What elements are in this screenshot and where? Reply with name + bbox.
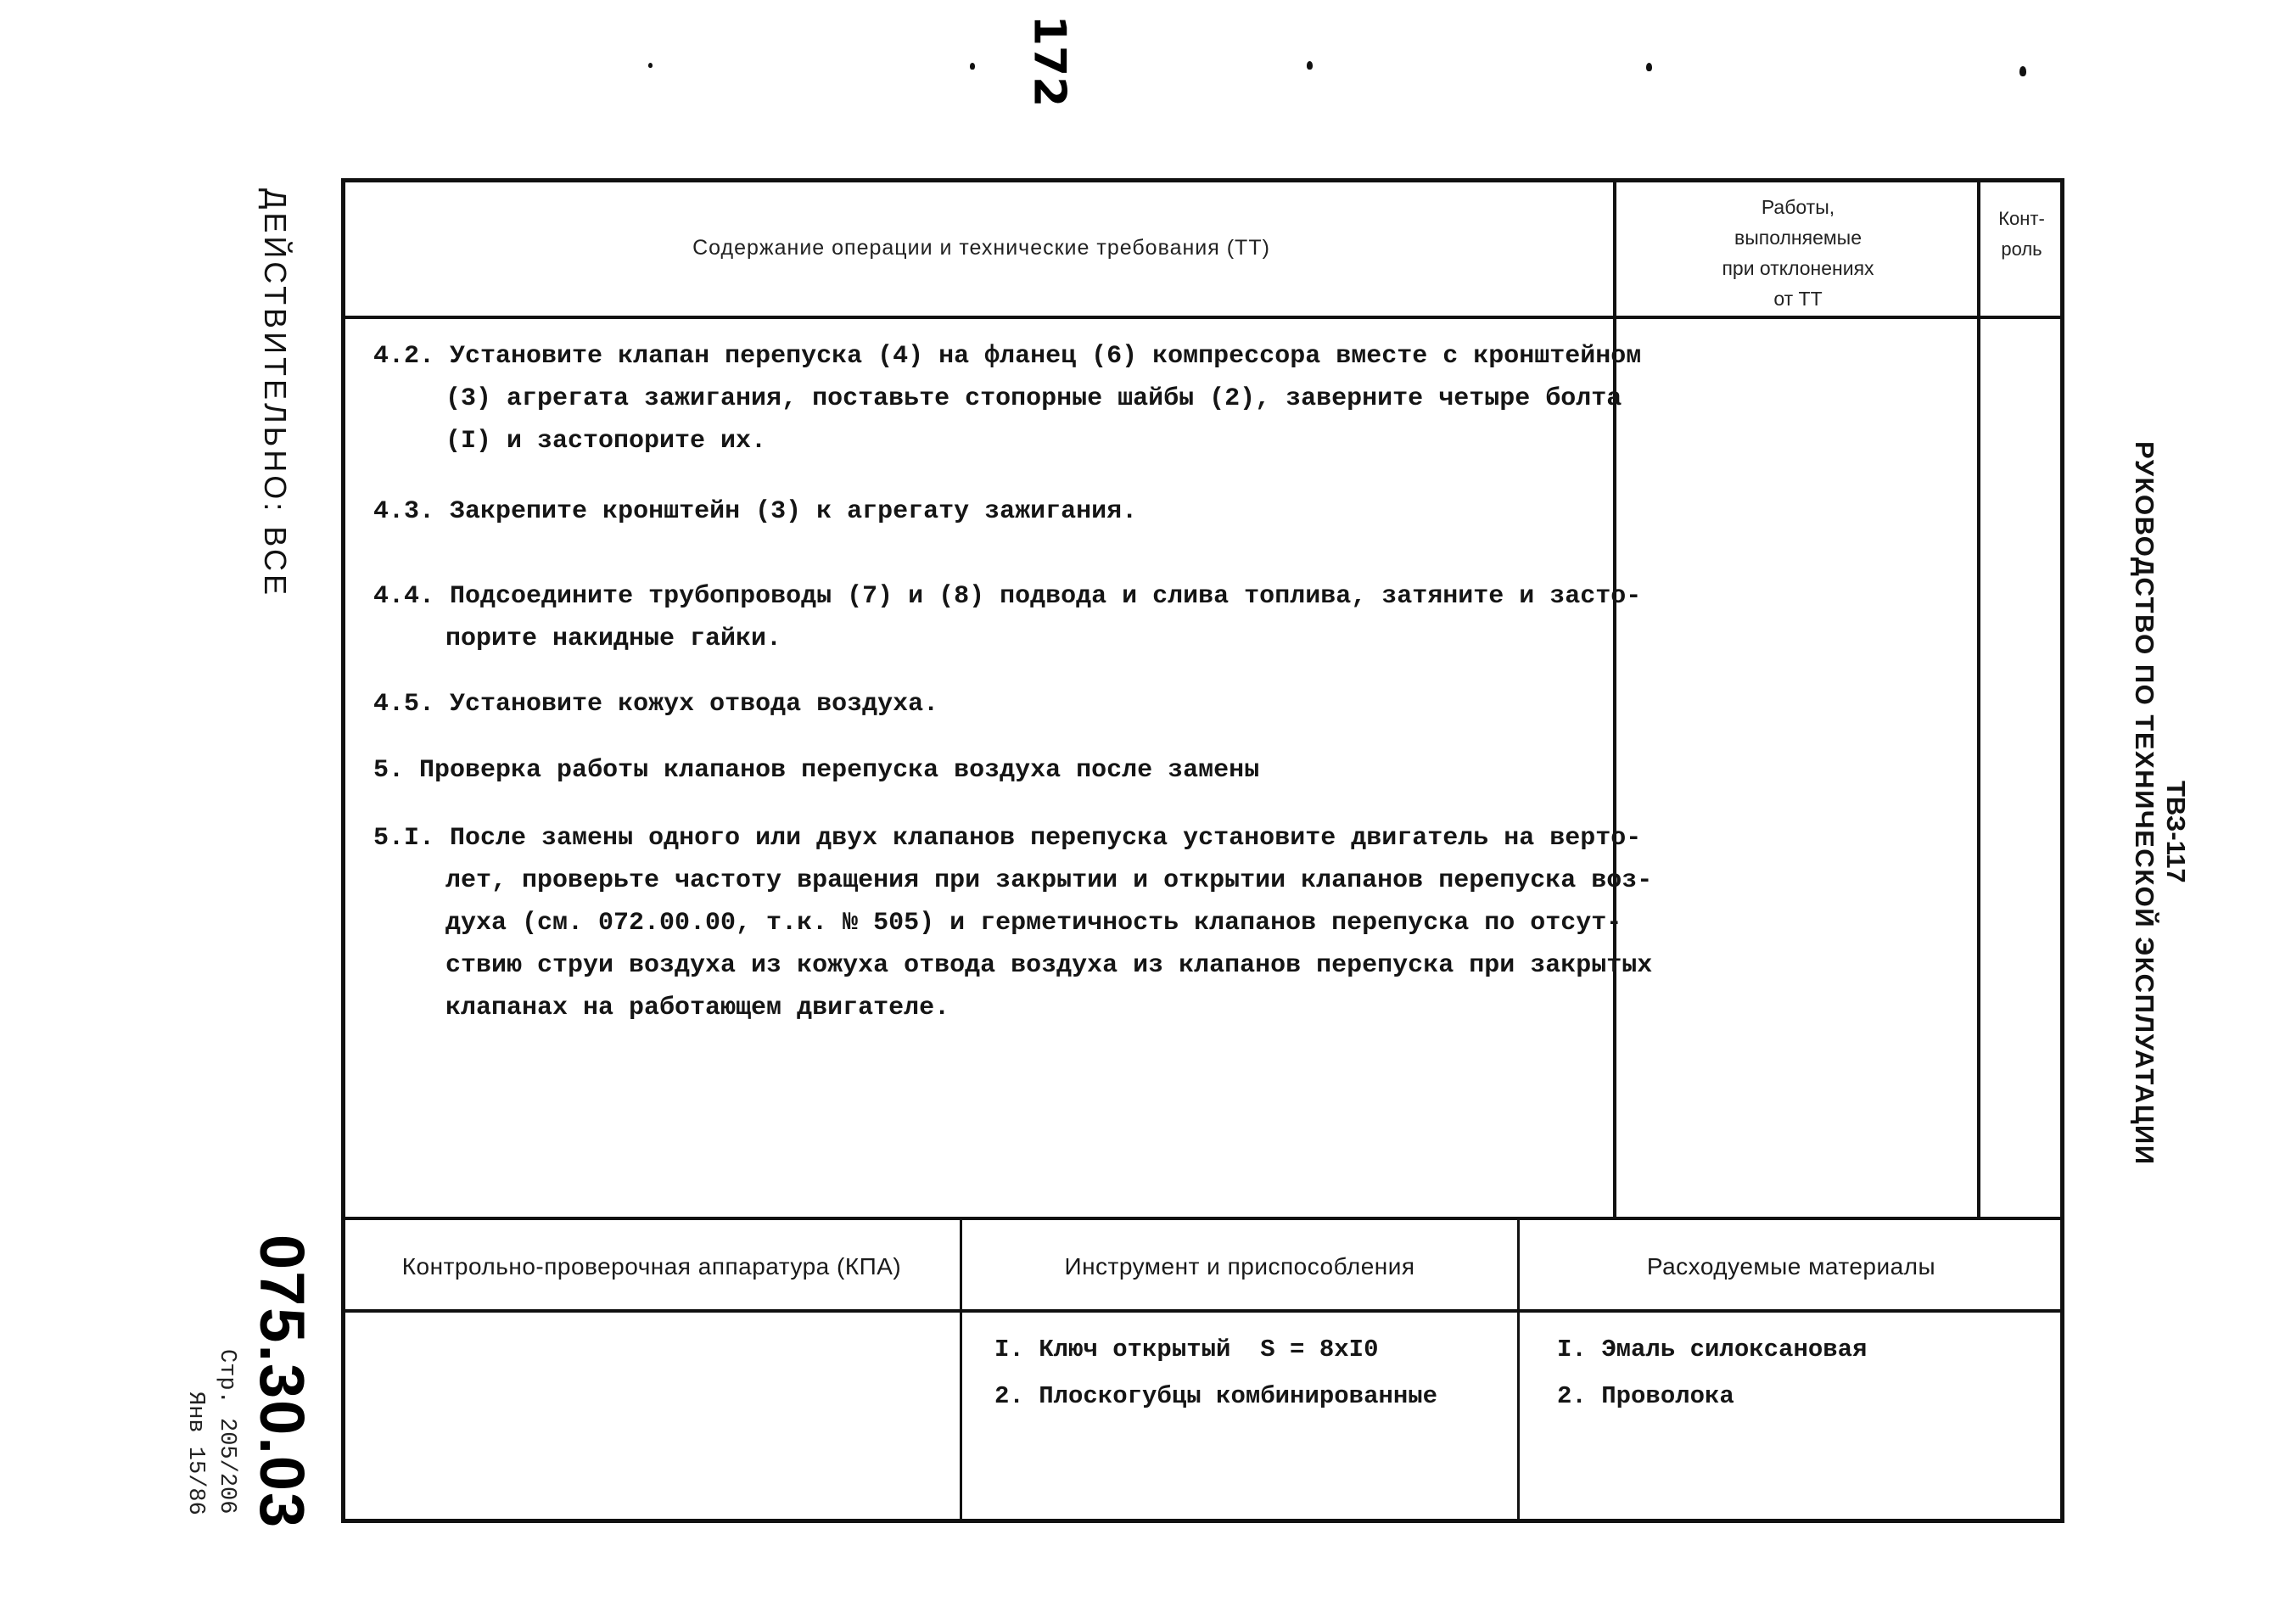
scan-speck (1307, 61, 1313, 70)
step-line: Установите клапан перепуска (4) на фланец (6) компрессора вместе с кронштейном (450, 342, 1642, 371)
footer-divider (341, 1217, 2064, 1220)
header-control (1981, 204, 2062, 288)
scan-speck (2019, 66, 2026, 76)
tool-item: I. Ключ открытый S = 8xI0 (994, 1336, 1379, 1364)
header-works-line: Работы, (1761, 195, 1835, 218)
step-line: (I) и застопорите их. (445, 427, 767, 456)
materials-list (1557, 1326, 1867, 1420)
step-line: порите накидные гайки. (445, 624, 782, 653)
header-materials: Расходуемые материалы (1646, 1252, 1936, 1280)
step-line: Подсоедините трубопроводы (7) и (8) подвода и слива топлива, затяните и засто- (450, 582, 1642, 611)
header-kpa: Контрольно-проверочная аппаратура (КПА) (401, 1252, 902, 1280)
step-line: (3) агрегата зажигания, поставьте стопорные шайбы (2), заверните четыре болта (445, 384, 1622, 413)
header-works-line: при отклонениях (1722, 256, 1874, 279)
step-number: 5. (373, 756, 405, 785)
header-content-requirements: Содержание операции и технические требования (ТТ) (692, 236, 1270, 260)
step-5-1 (373, 817, 1652, 1029)
step-line: Установите кожух отвода воздуха. (450, 690, 939, 719)
tool-item: 2. Плоскогубцы комбинированные (994, 1382, 1438, 1410)
header-works-on-deviation (1617, 187, 1979, 318)
scan-speck (648, 63, 653, 68)
step-number: 5.I. (373, 824, 435, 853)
step-line: ствию струи воздуха из кожуха отвода воздуха из клапанов перепуска при закрытых (445, 951, 1653, 980)
material-item: 2. Проволока (1557, 1382, 1734, 1410)
material-item: I. Эмаль силоксановая (1557, 1336, 1868, 1364)
step-4-3 (373, 490, 1137, 533)
header-control-line: Конт- (1998, 208, 2045, 229)
step-number: 4.3. (373, 497, 435, 526)
control-column-divider (1977, 178, 1980, 1220)
manual-title: РУКОВОДСТВО ПО ТЕХНИЧЕСКОЙ ЭКСПЛУАТАЦИИ (2130, 441, 2159, 1166)
step-line: клапанах на работающем двигателе. (445, 994, 950, 1022)
header-works-line: от ТТ (1773, 287, 1823, 310)
engine-model: ТВЗ-117 (2161, 781, 2191, 883)
tools-list (994, 1326, 1437, 1420)
scan-speck (970, 63, 975, 70)
step-line: Закрепите кронштейн (3) к агрегату зажигания. (450, 497, 1138, 526)
step-number: 4.5. (373, 690, 435, 719)
document-code: 075.30.03 (247, 1235, 317, 1530)
revision-date: Янв 15/86 (182, 1392, 208, 1515)
section-5-heading (373, 749, 1259, 792)
header-works-line: выполняемые (1734, 226, 1862, 249)
step-number: 4.4. (373, 582, 435, 611)
step-4-2 (373, 335, 1641, 462)
header-tools: Инструмент и приспособления (1064, 1252, 1415, 1280)
header-control-line: роль (2001, 238, 2042, 260)
step-line: После замены одного или двух клапанов перепуска установите двигатель на верто- (450, 824, 1642, 853)
step-4-5 (373, 683, 938, 725)
page-number: Стр. 205/206 (214, 1349, 239, 1515)
handwritten-page-number: 172 (1023, 14, 1075, 108)
step-line: духа (см. 072.00.00, т.к. № 505) и герметичность клапанов перепуска по отсут- (445, 909, 1622, 938)
step-4-4 (373, 575, 1641, 660)
step-number: 4.2. (373, 342, 435, 371)
validity-label: ДЕЙСТВИТЕЛЬНО: ВСЕ (258, 188, 293, 599)
scan-speck (1646, 63, 1652, 71)
step-line: Проверка работы клапанов перепуска воздуха после замены (419, 756, 1260, 785)
step-line: лет, проверьте частоту вращения при закрытии и открытии клапанов перепуска воз- (445, 866, 1653, 895)
